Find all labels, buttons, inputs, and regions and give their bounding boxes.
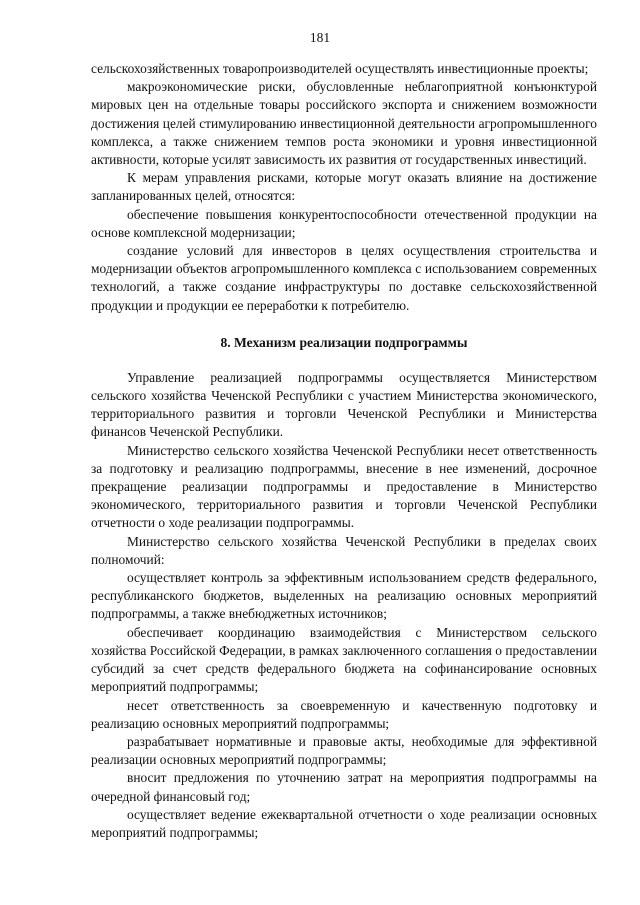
paragraph: вносит предложения по уточнению затрат на мероприятия подпрограммы на очередной финансовый год; xyxy=(91,770,597,804)
paragraph: Министерство сельского хозяйства Чеченской Республики несет ответственность за подготовку и реализацию подпрограммы, внесение в нее изменений, досрочное прекращение реализации подпрограммы и предоставление в Министерство экономического, территориального развития и торговли Чеченской Республики отчетности о ходе реализации подпрограммы. xyxy=(91,442,597,531)
paragraph: несет ответственность за своевременную и качественную подготовку и реализацию основных мероприятий подпрограммы; xyxy=(91,697,597,731)
document-body xyxy=(91,60,597,842)
page-number: 181 xyxy=(309,30,331,45)
paragraph: обеспечение повышения конкурентоспособности отечественной продукции на основе комплексной модернизации; xyxy=(91,206,597,240)
paragraph: Министерство сельского хозяйства Чеченской Республики в пределах своих полномочий: xyxy=(91,533,597,567)
paragraph: осуществляет контроль за эффективным использованием средств федерального, республиканского бюджетов, выделенных на реализацию основных мероприятий подпрограммы, а также внебюджетных источников; xyxy=(91,570,597,622)
paragraph: К мерам управления рисками, которые могут оказать влияние на достижение запланированных целей, относятся: xyxy=(91,170,597,204)
paragraph: осуществляет ведение ежеквартальной отчетности о ходе реализации основных мероприятий подпрограммы; xyxy=(91,806,597,840)
section-heading: 8. Механизм реализации подпрограммы xyxy=(220,334,468,350)
paragraph: разрабатывает нормативные и правовые акты, необходимые для эффективной реализации основных мероприятий подпрограммы; xyxy=(91,733,597,768)
paragraph: Управление реализацией подпрограммы осуществляется Министерством сельского хозяйства Чеченской Республики с участием Министерства экономического, территориального развития и торговли Чеченской Республики и Министерства финансов Чеченской Республики. xyxy=(91,369,597,440)
paragraph: макроэкономические риски, обусловленные неблагоприятной конъюнктурой мировых цен на отдельные товары российского экспорта и снижением возможности достижения целей стимулированию инвестиционной деятельности агропромышленного комплекса, а также снижением темпов роста экономики и уровня инвестиционной активности, которые усилят зависимость их развития от государственных инвестиций. xyxy=(91,79,597,168)
paragraph: создание условий для инвесторов в целях осуществления строительства и модернизации объектов агропромышленного комплекса с использованием современных технологий, а также создание инфраструктуры по доставке сельскохозяйственной продукции и продукции ее переработки к потребителю. xyxy=(91,243,597,313)
paragraph: сельскохозяйственных товаропроизводителей осуществлять инвестиционные проекты; xyxy=(91,61,589,76)
paragraph: обеспечивает координацию взаимодействия с Министерством сельского хозяйства Российской Федерации, в рамках заключенного соглашения о предоставлении субсидий за счет средств федерального бюджета на софинансирование основных мероприятий подпрограммы; xyxy=(91,624,597,695)
